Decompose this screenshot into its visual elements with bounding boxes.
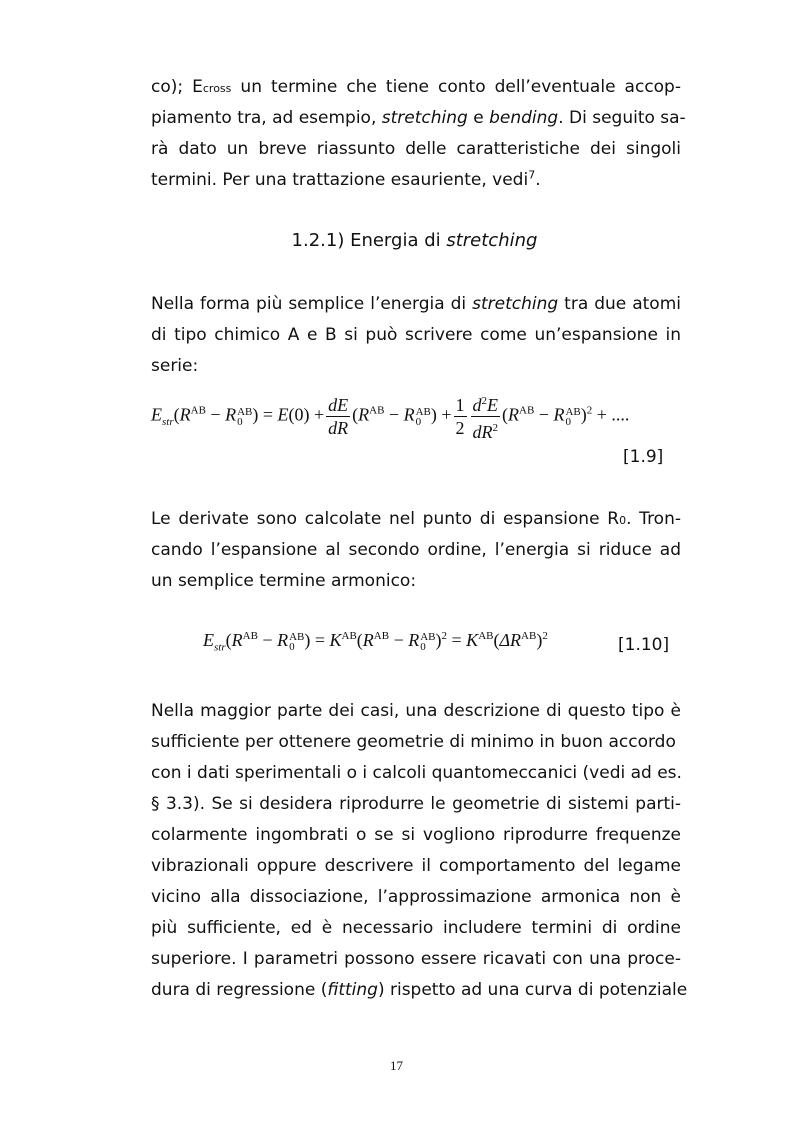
text-line: Le derivate sono calcolate nel punto di espansione R0. Tron- bbox=[151, 509, 681, 529]
text-line: piamento tra, ad esempio, stretching e bending. Di seguito sa- bbox=[151, 108, 686, 128]
equation-label-1-9: [1.9] bbox=[623, 447, 664, 467]
text-line: termini. Per una trattazione esauriente, vedi$^7$. bbox=[151, 168, 541, 190]
paragraph-anharmonic bbox=[151, 696, 688, 1006]
text-line: di tipo chimico A e B si può scrivere come un’espansione in bbox=[151, 325, 681, 345]
section-heading: 1.2.1) Energia di stretching bbox=[291, 230, 538, 251]
page-number: 17 bbox=[390, 1058, 403, 1073]
text-line: dura di regressione (fitting) rispetto ad una curva di potenziale bbox=[151, 980, 688, 1000]
text-line: vibrazionali oppure descrivere il comportamento del legame bbox=[151, 856, 681, 876]
equation-1-9: $E_{str}(R^{AB} - R$ AB 0 ) = E(0) + $\frac{dE}{dR}$ ($R^{AB} - R$ AB 0 ) + $\frac{1}{2}$ $\frac{d^2E}{dR^2}$ ($R^{AB} - R$ AB 0 )$^2$ + .... bbox=[151, 390, 629, 443]
paragraph-derivatives bbox=[151, 504, 681, 597]
text-line: con i dati sperimentali o i calcoli quantomeccanici (vedi ad es. bbox=[151, 763, 682, 783]
text-line: superiore. I parametri possono essere ricavati con una proce- bbox=[151, 949, 681, 969]
text-line: più sufficiente, ed è necessario includere termini di ordine bbox=[151, 918, 681, 938]
text-line: serie: bbox=[151, 356, 199, 376]
text-line: § 3.3). Se si desidera riprodurre le geometrie di sistemi parti- bbox=[151, 794, 681, 814]
text-line: vicino alla dissociazione, l’approssimazione armonica non è bbox=[151, 887, 681, 907]
equation-1-10: $E_{str}(R^{AB} - R$ AB 0 ) = $K^{AB}(R^{AB} - R$ AB 0 )$^2 = K^{AB}(\Delta R^{AB})^2$ bbox=[203, 630, 548, 654]
paragraph-intro bbox=[151, 72, 686, 196]
text-line: colarmente ingombrati o se si vogliono riprodurre frequenze bbox=[151, 825, 681, 845]
equation-label-1-10: [1.10] bbox=[618, 635, 670, 655]
text-line: sufficiente per ottenere geometrie di minimo in buon accordo bbox=[151, 732, 676, 752]
text-line: cando l’espansione al secondo ordine, l’energia si riduce ad bbox=[151, 540, 681, 560]
paragraph-expansion bbox=[151, 289, 681, 382]
text-line: rà dato un breve riassunto delle caratteristiche dei singoli bbox=[151, 139, 681, 159]
text-line: Nella maggior parte dei casi, una descrizione di questo tipo è bbox=[151, 701, 681, 721]
text-line: un semplice termine armonico: bbox=[151, 571, 417, 591]
text-line: co); Ecross un termine che tiene conto dell’eventuale accop- bbox=[151, 77, 681, 97]
citation-superscript: 7 bbox=[528, 168, 536, 182]
text-line: Nella forma più semplice l’energia di stretching tra due atomi bbox=[151, 294, 681, 314]
